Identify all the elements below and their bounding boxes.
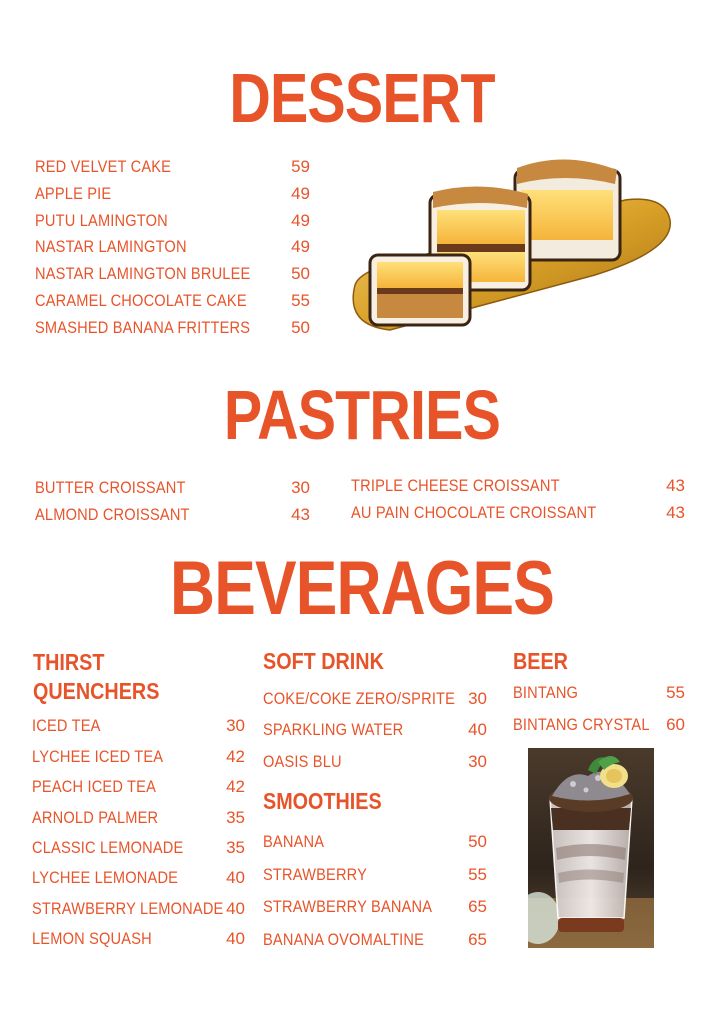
list-item: LYCHEE LEMONADE <box>32 868 179 887</box>
item-price: 49 <box>291 211 310 230</box>
list-item: NASTAR LAMINGTON BRULEE <box>35 264 251 283</box>
list-item: BANANA OVOMALTINE <box>263 930 425 949</box>
item-price: 55 <box>468 865 487 884</box>
item-price: 30 <box>291 478 310 497</box>
list-item: SPARKLING WATER <box>263 720 404 739</box>
list-item: ARNOLD PALMER <box>32 808 159 827</box>
item-price: 30 <box>468 752 487 771</box>
list-item: CLASSIC LEMONADE <box>32 838 184 857</box>
item-price: 55 <box>666 683 685 702</box>
list-item: ICED TEA <box>32 716 101 735</box>
list-item: BINTANG <box>513 683 579 702</box>
dessert-title: DESSERT <box>229 59 495 137</box>
list-item: ALMOND CROISSANT <box>35 505 190 524</box>
list-item: LEMON SQUASH <box>32 929 152 948</box>
item-price: 43 <box>291 505 310 524</box>
item-price: 30 <box>468 689 487 708</box>
thirst-quenchers-title: THIRST <box>33 649 105 675</box>
item-price: 35 <box>226 838 245 857</box>
pastries-title: PASTRIES <box>223 376 501 454</box>
item-price: 55 <box>291 291 310 310</box>
item-price: 65 <box>468 930 487 949</box>
item-price: 42 <box>226 777 245 796</box>
item-price: 50 <box>468 832 487 851</box>
item-price: 49 <box>291 237 310 256</box>
item-price: 40 <box>226 899 245 918</box>
list-item: PEACH ICED TEA <box>32 777 157 796</box>
list-item: BINTANG CRYSTAL <box>513 715 650 734</box>
list-item: CARAMEL CHOCOLATE CAKE <box>35 291 247 310</box>
list-item: TRIPLE CHEESE CROISSANT <box>351 476 560 495</box>
item-price: 60 <box>666 715 685 734</box>
item-price: 40 <box>226 868 245 887</box>
item-price: 40 <box>468 720 487 739</box>
smoothie-image <box>528 748 654 948</box>
list-item: STRAWBERRY LEMONADE <box>32 899 224 918</box>
beverages-title: BEVERAGES <box>170 546 554 631</box>
list-item: AU PAIN CHOCOLATE CROISSANT <box>351 503 597 522</box>
item-price: 43 <box>666 476 685 495</box>
item-price: 40 <box>226 929 245 948</box>
list-item: STRAWBERRY <box>263 865 368 884</box>
list-item: NASTAR LAMINGTON <box>35 237 187 256</box>
list-item: BUTTER CROISSANT <box>35 478 186 497</box>
list-item: RED VELVET CAKE <box>35 157 172 176</box>
thirst-quenchers-title: QUENCHERS <box>33 678 160 704</box>
item-price: 43 <box>666 503 685 522</box>
soft-drink-title: SOFT DRINK <box>263 648 384 674</box>
list-item: PUTU LAMINGTON <box>35 211 168 230</box>
list-item: SMASHED BANANA FRITTERS <box>35 318 251 337</box>
item-price: 59 <box>291 157 310 176</box>
smoothies-title: SMOOTHIES <box>263 788 382 814</box>
item-price: 65 <box>468 897 487 916</box>
list-item: STRAWBERRY BANANA <box>263 897 433 916</box>
list-item: LYCHEE ICED TEA <box>32 747 164 766</box>
item-price: 50 <box>291 318 310 337</box>
list-item: COKE/COKE ZERO/SPRITE <box>263 689 456 708</box>
beer-title: BEER <box>513 648 568 674</box>
item-price: 50 <box>291 264 310 283</box>
item-price: 30 <box>226 716 245 735</box>
list-item: OASIS BLU <box>263 752 342 771</box>
list-item: BANANA <box>263 832 325 851</box>
item-price: 35 <box>226 808 245 827</box>
item-price: 42 <box>226 747 245 766</box>
item-price: 49 <box>291 184 310 203</box>
cake-image <box>345 150 680 340</box>
list-item: APPLE PIE <box>35 184 112 203</box>
